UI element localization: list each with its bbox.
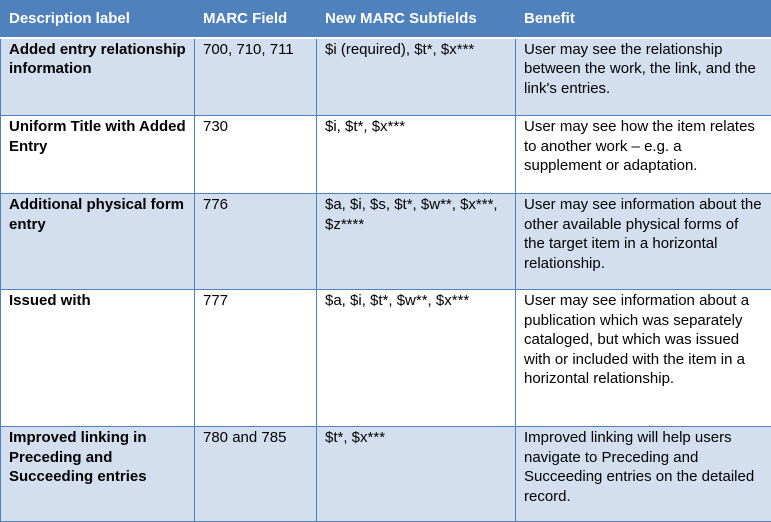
row-subfields: $a, $i, $s, $t*, $w**, $x***, $z**** (317, 194, 516, 290)
row-benefit: Improved linking will help users navigate to Preceding and Succeeding entries on the detailed record. (516, 427, 771, 522)
row-benefit: User may see information about a publication which was separately cataloged, but which was issued with or included with the item in a horizontal relationship. (516, 290, 771, 427)
table-row (1, 194, 771, 290)
table-header (1, 1, 771, 38)
row-marc-field: 700, 710, 711 (195, 38, 317, 116)
row-marc-field: 776 (195, 194, 317, 290)
row-description-label: Additional physical form entry (1, 194, 195, 290)
row-subfields: $i, $t*, $x*** (317, 116, 516, 194)
header-description-label: Description label (1, 1, 195, 38)
header-marc-field: MARC Field (195, 1, 317, 38)
header-row (1, 1, 771, 38)
row-benefit: User may see the relationship between the work, the link, and the link's entries. (516, 38, 771, 116)
row-description-label: Issued with (1, 290, 195, 427)
row-description-label: Added entry relationship information (1, 38, 195, 116)
row-subfields: $a, $i, $t*, $w**, $x*** (317, 290, 516, 427)
row-subfields: $t*, $x*** (317, 427, 516, 522)
header-new-marc-subfields: New MARC Subfields (317, 1, 516, 38)
header-benefit: Benefit (516, 1, 771, 38)
row-benefit: User may see how the item relates to another work – e.g. a supplement or adaptation. (516, 116, 771, 194)
row-marc-field: 777 (195, 290, 317, 427)
table-row (1, 427, 771, 522)
table-row (1, 116, 771, 194)
table-body (1, 38, 771, 522)
row-marc-field: 780 and 785 (195, 427, 317, 522)
row-marc-field: 730 (195, 116, 317, 194)
row-benefit: User may see information about the other available physical forms of the target item in a horizontal relationship. (516, 194, 771, 290)
row-description-label: Improved linking in Preceding and Succeeding entries (1, 427, 195, 522)
row-description-label: Uniform Title with Added Entry (1, 116, 195, 194)
row-subfields: $i (required), $t*, $x*** (317, 38, 516, 116)
table-row (1, 38, 771, 116)
table-row (1, 290, 771, 427)
